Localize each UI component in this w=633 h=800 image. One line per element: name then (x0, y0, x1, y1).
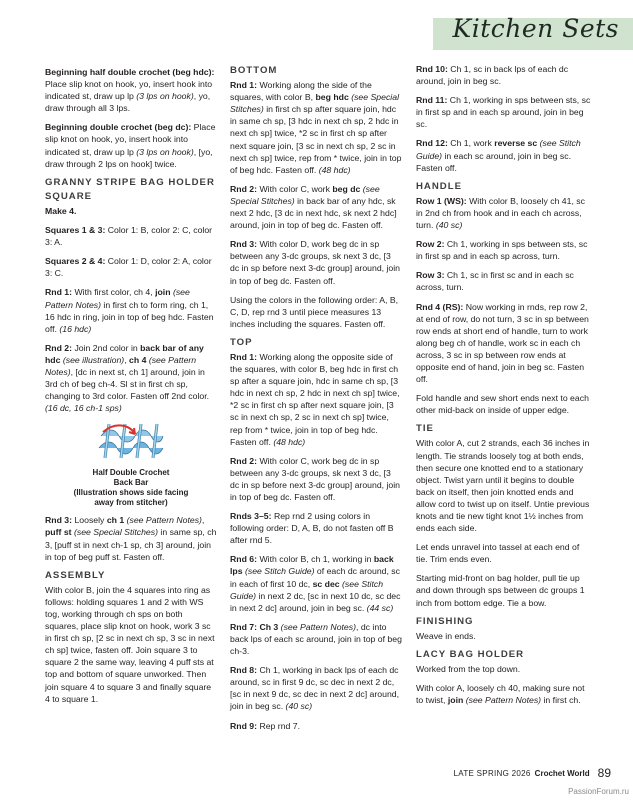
page-footer (454, 766, 611, 780)
stitch-diagram-icon (95, 418, 167, 464)
text: Now working in rnds, rep row 2, at end of row, do not turn, 3 sc in sp between row ends at short end of handle, turn to work along beg ch of handle, work sc in each ch across, 3 sc in sp between row ends at opposite end of hand, join in beg sc. Fasten off. (416, 301, 589, 385)
text: Ch 1, working in sps between sts, sc in first sp and in each sp around, join in beg sc. (416, 95, 591, 130)
handle-row-2 (416, 238, 592, 262)
text: Ch 1, working in back lps of each dc around, sc in first 9 dc, sc dec in next 2 dc, [sc in next 9 dc, sc dec in next 2 dc] around, join in beg sc. (230, 665, 400, 712)
term: Rnd 9: (230, 720, 258, 731)
text: in first ch to form ring, ch 1, 16 hdc in ring, join in top of beg hdc. Fasten off. (45, 299, 214, 334)
round-1 (45, 286, 217, 334)
term: ch 1 (106, 515, 125, 526)
term: Rnd 3: (230, 239, 258, 250)
text: , (201, 515, 205, 526)
count: (16 hdc) (59, 323, 92, 334)
handle-row-1 (416, 195, 592, 231)
text: in back bar of any hdc, sk next 2 hdc, [3 dc in next hdc, sk next 2 hdc] around, join in top of beg dc. Fasten off. (230, 195, 397, 231)
term: Rnd 2: (230, 183, 258, 194)
handle-round-4 (416, 301, 592, 386)
term: back lps (230, 554, 394, 577)
bottom-round-2 (230, 183, 402, 231)
count: (48 hdc) (273, 436, 306, 447)
text: Ch 1, sc in back lps of each dc around, join in beg sc. (416, 64, 569, 87)
text: Ch 1, work (447, 138, 495, 149)
note: (see Stitch Guide) (416, 138, 581, 161)
term: back bar of any hdc (45, 342, 204, 365)
watermark: PassionForum.ru (568, 787, 629, 796)
worked-text: Worked from the top down. (416, 663, 521, 674)
text: , dc into back lps of each sc around, join in top of beg ch-3. (230, 621, 402, 657)
bottom-round-1 (230, 79, 402, 176)
top-round-8 (230, 664, 402, 712)
note: (see Special Stitches) (230, 92, 400, 115)
text: in first ch. (541, 695, 581, 706)
term: Rnd 1: (45, 287, 73, 298)
tie-text: With color A, cut 2 strands, each 36 inches in length. Tie strands loosely tog at both ends, then secure one knotted end to a stationary object. Twist yarn until it begins to double back on itself, then join knotted ends and allow cord to twist up on itself. Untie previous knots and tie new tight knot 1½ inches from ends each side. (416, 438, 590, 534)
term: Beginning half double crochet (beg hdc): (45, 67, 215, 77)
subsection-heading: ASSEMBLY (45, 569, 106, 581)
text: Rep rnd 7. (257, 720, 301, 731)
term: Rnd 10: (416, 64, 448, 74)
text: With color C, work (257, 183, 333, 194)
count: (48 hdc) (318, 164, 351, 175)
term: Squares 2 & 4: (45, 256, 106, 267)
top-round-6 (230, 553, 402, 613)
note: (see Pattern Notes) (45, 354, 197, 377)
text: With color B, loosely ch 41, sc in 2nd ch from hook and in each ch across, turn. (416, 195, 585, 231)
note: (see Stitch Guide) (242, 566, 315, 577)
banner-title: Kitchen Sets (452, 14, 619, 43)
column-1 (45, 66, 217, 712)
text: of each dc around, sc in each of first 10 dc, (230, 566, 400, 589)
term: Rnd 6: (230, 554, 258, 565)
text: , yo, draw through all 3 lps. (45, 91, 211, 114)
note: (see Special Stitches) (230, 183, 380, 206)
text: With color C, work beg dc in sp between any 3-dc groups, sk next 3 dc, [3 dc in sp before next 3-dc group] around, join in top of beg dc. Fasten off. (230, 455, 400, 502)
round-12 (416, 137, 592, 173)
term: Rnd 1: (230, 80, 258, 91)
text: , [dc in next st, ch 1] around, join in 3rd ch of beg ch-4. Sl st in first ch sp, changing to 3rd color. Fasten off 2nd color. (45, 366, 210, 402)
term: join (447, 695, 464, 706)
subsection-heading: BOTTOM (230, 65, 278, 76)
term: Beginning double crochet (beg dc): (45, 122, 192, 133)
subsection-heading: TOP (230, 336, 253, 348)
round-10 (416, 63, 592, 87)
text: With first color, ch 4, (72, 287, 156, 298)
term: Rnd 8: (230, 665, 258, 676)
note: (see Stitch Guide) (230, 578, 384, 601)
text: Loosely (72, 515, 107, 526)
text: , [yo, draw through 2 lps on hook] twice. (45, 146, 213, 169)
note: (see Pattern Notes) (278, 621, 357, 632)
text: With color A, loosely ch 40, making sure not to twist, (416, 683, 585, 706)
squares-1-3 (45, 224, 217, 248)
text: With color B, ch 1, working in (257, 554, 374, 565)
paragraph-beg-dc (45, 121, 217, 169)
hdc-back-bar-illustration (45, 418, 217, 508)
note: (see Pattern Notes) (45, 287, 190, 310)
text: Ch 1, sc in first sc and in each sc across, turn. (416, 270, 574, 293)
text: Place slip knot on hook, yo, insert hook into indicated st, draw up lp (45, 79, 213, 102)
term: Rnd 11: (416, 95, 448, 106)
count: (40 sc) (435, 220, 463, 231)
text: in same sp, ch 3, [puff st in next ch-1 sp, ch 3] around, join in top of beg puff st. Fasten off. (45, 527, 217, 562)
figure-note-2: away from stitcher) (94, 498, 168, 508)
text: With color D, work beg dc in sp between any 3-dc groups, sk next 3 dc, [3 dc in sp before next 3-dc group] around, join in top of beg dc. Fasten off. (230, 239, 400, 286)
subsection-heading: HANDLE (416, 180, 462, 192)
term: Row 1 (WS): (416, 195, 467, 206)
round-3 (45, 514, 217, 562)
top-rounds-3-5 (230, 510, 402, 546)
count: (44 sc) (366, 602, 394, 613)
term: Rnd 3: (45, 515, 73, 526)
make-count: Make 4. (45, 205, 77, 216)
term: Rnd 2: (230, 455, 258, 466)
page-number: 89 (597, 766, 611, 780)
top-round-2 (230, 455, 402, 503)
column-2 (230, 63, 402, 739)
subsection-heading: SQUARE (45, 190, 93, 202)
term: Row 3: (416, 270, 445, 281)
note: (see Special Stitches) (71, 527, 158, 538)
note: (3 lps on hook) (136, 91, 194, 102)
note: (3 lps on hook) (136, 146, 194, 157)
magazine-name: Crochet World (534, 769, 590, 778)
text: in next 2 dc, [sc in next 10 dc, sc dec in next 2 dc] around, join in beg sc. (230, 590, 401, 613)
round-2 (45, 342, 217, 415)
note: (see Pattern Notes) (463, 695, 542, 706)
text: Rep rnd 2 using colors in following order: D, A, B, do not fasten off B after rnd 5. (230, 511, 394, 546)
top-round-1 (230, 351, 402, 448)
assembly-text: With color B, join the 4 squares into ring as follows: holding squares 1 and 2 with WS tog, working through ch sps on both squares, place slip knot on hook, work 3 sc in first ch sp, [2 sc in next ch sp, 3 sc in next ch sp] twice, fasten off. Join square 3 to square 2 the same way, leaving 4 puff sts at top and bottom of square unworked. Then join square 4 to square 3 and finally square 4 to square 1. (45, 584, 215, 704)
section-banner (423, 10, 633, 56)
column-3 (416, 63, 592, 713)
term: puff st (45, 527, 72, 538)
text: Color 1: D, color 2: A, color 3: C. (45, 256, 212, 279)
figure-note: (Illustration shows side facing (73, 488, 189, 498)
term: Row 2: (416, 239, 445, 250)
term: Rnd 12: (416, 138, 448, 149)
note: (see Pattern Notes) (124, 515, 202, 526)
paragraph-beg-hdc (45, 66, 217, 114)
text: , (124, 354, 130, 365)
term: Rnd 4 (RS): (416, 301, 464, 312)
handle-row-3 (416, 269, 592, 293)
term: beg hdc (315, 92, 349, 103)
count: (40 sc) (285, 701, 313, 712)
bottom-round-3 (230, 238, 402, 286)
subsection-heading: LACY BAG HOLDER (416, 648, 525, 660)
subsection-heading: TIE (416, 423, 434, 435)
figure-title: Half Double Crochet (92, 468, 170, 478)
fold-handle: Fold handle and sew short ends next to each other mid-back on inside of upper edge. (416, 393, 589, 416)
text: Working along the side of the squares, with color B, (230, 80, 372, 103)
text: Ch 1, working in sps between sts, sc in first sp and in each sp across, turn. (416, 239, 588, 262)
subsection-heading: FINISHING (416, 615, 474, 627)
text: in each sc around, join in beg sc. Fasten off. (416, 150, 572, 173)
term: sc dec (312, 578, 340, 589)
text: Working along the opposite side of the squares, with color B, beg hdc in first ch sp after a square join, hdc in same ch sp, [3 hdc in next ch sp, 2 hdc in next ch sp] twice, *2 sc in first ch sp after next square join, [3 sc in next ch sp, 2 sc in next ch sp] twice, rep from * twice, join in top of beg hdc. Fasten off. (230, 351, 400, 447)
term: Rnd 1: (230, 351, 258, 362)
weave-text: Weave in ends. (416, 630, 476, 641)
count: (16 dc, 16 ch-1 sps) (45, 403, 122, 414)
term: reverse sc (494, 138, 538, 149)
note: (see illustration) (60, 354, 125, 365)
round-11 (416, 94, 592, 130)
issue-season: LATE SPRING 2026 (453, 769, 531, 778)
tassel-text: Let ends unravel into tassel at each end of tie. Trim ends even. (416, 542, 580, 565)
lacy-start (416, 682, 592, 706)
using-colors: Using the colors in the following order: A, B, C, D, rep rnd 3 until piece measures 13 inches including the squares. Fasten off. (230, 294, 399, 329)
term: ch 4 (129, 354, 147, 365)
text: Place slip knot on hook, yo, insert hook into indicated st, draw up lp (45, 122, 216, 157)
term: Rnds 3–5: (230, 511, 272, 522)
figure-title-2: Back Bar (113, 478, 149, 488)
term: beg dc (332, 183, 361, 194)
starting-text: Starting mid-front on bag holder, pull tie up and down through sps between dc groups 1 inch from bottom edge. Tie a bow. (416, 573, 585, 608)
term: Rnd 7: Ch 3 (230, 621, 279, 632)
text: Join 2nd color in (72, 342, 141, 353)
top-round-9 (230, 720, 402, 732)
top-round-7 (230, 621, 402, 657)
term: join (155, 287, 171, 298)
section-heading: GRANNY STRIPE BAG HOLDER (45, 176, 215, 188)
term: Rnd 2: (45, 342, 73, 353)
text: in first ch sp after square join, hdc in same ch sp, [3 hdc in next ch sp, 2 hdc in next ch sp] twice, *2 sc in first ch sp after next square join, [3 sc in next ch sp, 2 sc in next ch sp] twice, rep from * twice, join in top of beg hdc. Fasten off. (230, 104, 402, 175)
term: Squares 1 & 3: (45, 225, 106, 236)
squares-2-4 (45, 255, 217, 279)
text: Color 1: B, color 2: C, color 3: A. (45, 225, 213, 248)
